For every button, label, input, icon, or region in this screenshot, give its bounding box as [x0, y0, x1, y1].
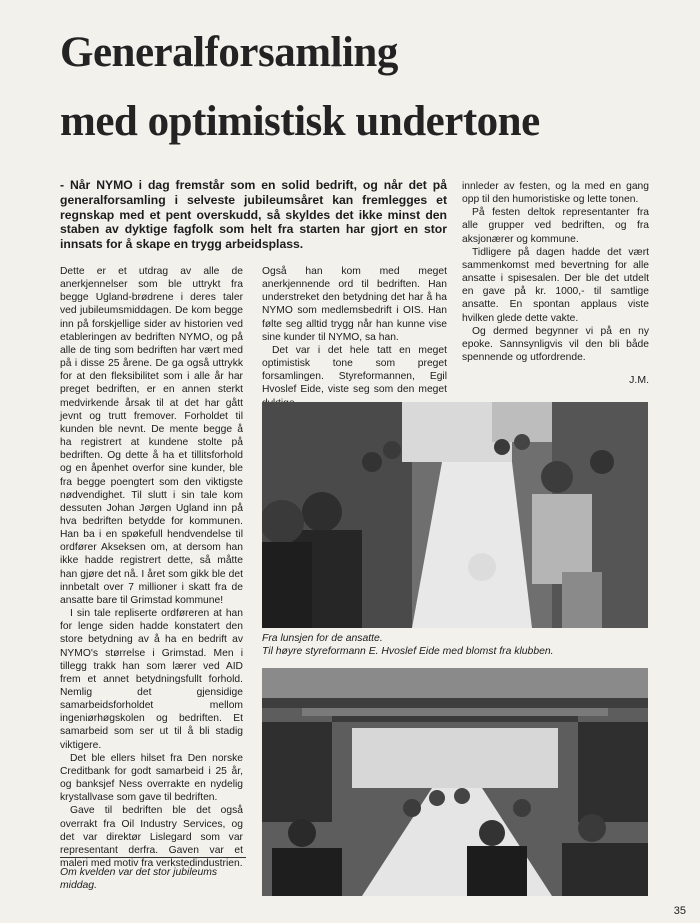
paragraph: Det ble ellers hilset fra Den norske Creditbank for godt samarbeid i 25 år, og banksjef Ness overrakte en nydelig krystallvase som gave til bedriften. [60, 752, 243, 804]
lunch-photo [262, 402, 648, 628]
page-number: 35 [673, 905, 686, 917]
body-column-3 [462, 180, 649, 387]
paragraph: Dette er et utdrag av alle de anerkjennelser som ble uttrykt fra begge Ugland-brødrene i deres taler ved jubileumsmiddagen. De kom begge inn på forskjellige sider av historien ved etableringen av bedriften NYMO, og på alle de ting som bedriften har vært med på i disse 25 årene. De ga også uttrykk for at den fleksibilitet som i alle år har preget bedriften, er en annen sterkt medvirkende årsak til at det har gått jevnt og trutt fremover. Forholdet til kunden ble nevnt. De mente begge å ha registrert at kundene stolte på bedriften. Og dette å ha et tillitsforhold og en åpenhet overfor sine kunder, ble fra begge poengtert som den viktigste nødvendighet. Til slutt i sin tale kom dessuten Johan Jørgen Ugland inn på hva bedriften betydde for kommunen. Han ba i en spøkefull hendvendelse til ordfører Akseksen om, at dersom han ikke hadde registrert dette, så måtte han gjøre det nå. I året som gikk ble det innbetalt over 7 millioner i skatt fra de ansatte bare til Grimstad kommune! [60, 266, 243, 606]
headline-line-2: med optimistisk undertone [60, 98, 540, 145]
body-column-2 [262, 265, 447, 410]
photo1-caption [262, 632, 657, 658]
photo1-caption-line1: Fra lunsjen for de ansatte. [262, 633, 383, 644]
dinner-photo-illustration [262, 668, 648, 896]
caption-divider [60, 857, 246, 858]
photo1-caption-line2: Til høyre styreformann E. Hvoslef Eide med blomst fra klubben. [262, 646, 554, 657]
paragraph: Også han kom med meget anerkjennende ord til bedriften. Han understreket den betydning det har å ha NYMO som medlemsbedrift i OIS. Han følte seg alltid trygg når han kunne vise sine kunder til NYMO, sa han. [262, 266, 447, 343]
author-signature: J.M. [629, 374, 649, 387]
paragraph: Gave til bedriften ble det også overrakt fra Oil Industry Services, og det var direktør Lislegard som var representant derfra. Gaven var et maleri med motiv fra verkstedindustrien. [60, 805, 243, 870]
paragraph: I sin tale repliserte ordføreren at han for lenge siden hadde konstatert den store betydning av å ha en bedrift av NYMO's størrelse i Grimstad. Men i tillegg trakk han som lærer ved AID frem et annet betydningsfullt forhold. Nemlig det gjensidige samarbeidsforholdet mellom ingeniørhøgskolen og bedriften. Et samarbeid som ser ut til å bli stadig viktigere. [60, 608, 243, 751]
paragraph: Og dermed begynner vi på en ny epoke. Sannsynligvis vil den bli både spennende og utfordrende. [462, 325, 649, 364]
headline-line-1: Generalforsamling [60, 29, 398, 76]
paragraph: innleder av festen, og la med en gang opp til den humoristiske og lette tonen. [462, 181, 649, 206]
body-column-1 [60, 265, 243, 870]
paragraph: Tidligere på dagen hadde det vært sammenkomst med bevertning for alle ansatte i spisesalen. Der ble det utdelt en gave på kr. 1000,- til samtlige ansatte. En spontan applaus viste hvilken glede dette vakte. [462, 246, 649, 324]
lede-paragraph: - Når NYMO i dag fremstår som en solid bedrift, og når det på generalforsamling i selveste jubileumsåret kan fremlegges et regnskap med et pent overskudd, så skyldes det ikke minst den staben av dyktige fagfolk som helt fra starten har gjort en stor innsats for å skape en trygg arbeidsplass. [60, 178, 447, 252]
paragraph: Det var i det hele tatt en meget optimistisk tone som preget forsamlingen. Styreformannen, Egil Hvoslef Eide, viste seg som den meget [262, 344, 447, 396]
photo2-caption: Om kvelden var det stor jubileums middag. [60, 867, 218, 891]
dinner-photo [262, 668, 648, 896]
lunch-photo-illustration [262, 402, 648, 628]
paragraph: På festen deltok representanter fra alle grupper ved bedriften, og fra aksjonærer og kommune. [462, 207, 649, 245]
